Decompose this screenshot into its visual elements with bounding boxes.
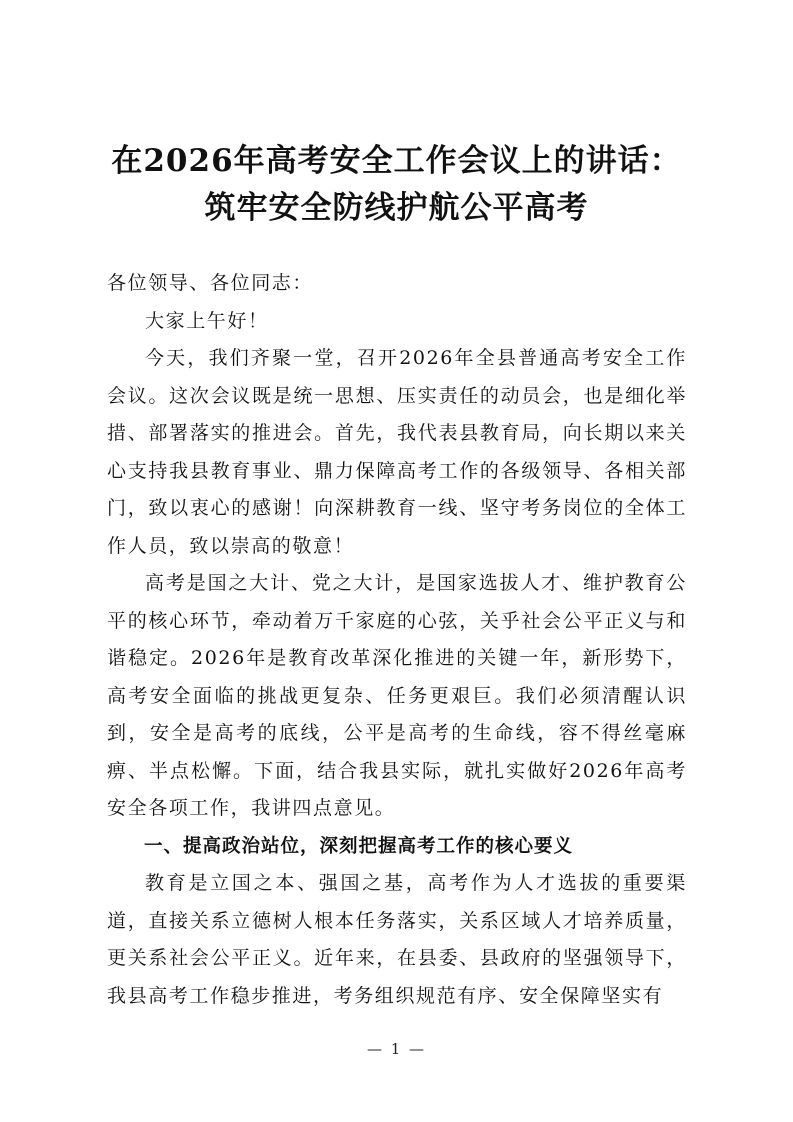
salutation: 各位领导、各位同志： bbox=[107, 272, 314, 294]
body-paragraph: 教育是立国之本、强国之基，高考作为人才选拔的重要渠道，直接关系立德树人根本任务落实，关系区域人才培养质量，更关系社会公平正义。近年来，在县委、县政府的坚强领导下，我县高考工作稳步推进，考务组织规范有序、安全保障坚实有 bbox=[107, 872, 687, 1007]
body-paragraph: 高考是国之大计、党之大计，是国家选拔人才、维护教育公平的核心环节，牵动着万千家庭的心弦，关乎社会公平正义与和谐稳定。2026年是教育改革深化推进的关键一年，新形势下，高考安全面临的挑战更复杂、任务更艰巨。我们必须清醒认识到，安全是高考的底线，公平是高考的生命线，容不得丝毫麻痹、半点松懈。下面，结合我县实际，就扎实做好2026年高考安全各项工作，我讲四点意见。 bbox=[107, 572, 687, 819]
document-title: 在2026年高考安全工作会议上的讲话：筑牢安全防线护航公平高考 bbox=[111, 143, 682, 226]
greeting: 大家上午好！ bbox=[145, 309, 269, 332]
body-paragraph: 今天，我们齐聚一堂，召开2026年全县普通高考安全工作会议。这次会议既是统一思想、压实责任的动员会，也是细化举措、部署落实的推进会。首先，我代表县教育局，向长期以来关心支持我县教育事业、鼎力保障高考工作的各级领导、各相关部门，致以衷心的感谢！向深耕教育一线、坚守考务岗位的全体工作人员，致以崇高的敬意！ bbox=[107, 347, 687, 557]
page-number: — 1 — bbox=[366, 1040, 427, 1058]
document-body bbox=[107, 265, 687, 1015]
section-heading: 一、提高政治站位，深刻把握高考工作的核心要义 bbox=[144, 835, 574, 857]
